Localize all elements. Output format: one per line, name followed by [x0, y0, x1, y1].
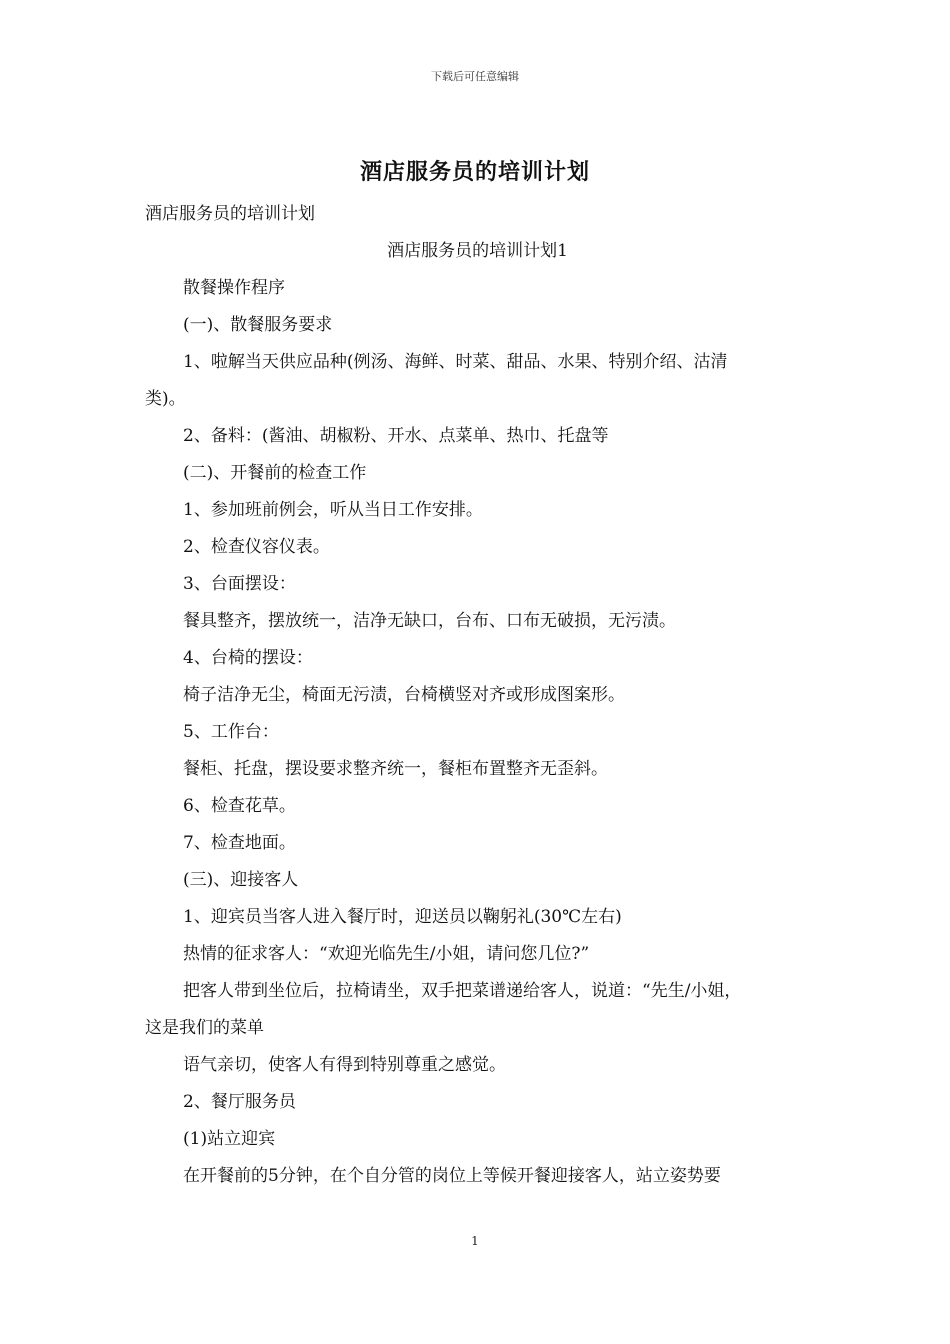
- paragraph: 椅子洁净无尘，椅面无污渍，台椅横竖对齐或形成图案形。: [183, 685, 625, 705]
- paragraph: (一)、散餐服务要求: [183, 315, 333, 335]
- section-heading: 酒店服务员的培训计划1: [387, 241, 568, 261]
- paragraph: 酒店服务员的培训计划: [145, 204, 315, 224]
- document-body: [145, 203, 810, 1202]
- paragraph: (二)、开餐前的检查工作: [183, 463, 367, 483]
- paragraph: 2、备料：(酱油、胡椒粉、开水、点菜单、热巾、托盘等: [183, 426, 609, 446]
- paragraph: 2、餐厅服务员: [183, 1092, 296, 1112]
- paragraph: 这是我们的菜单: [145, 1018, 264, 1038]
- paragraph: 热情的征求客人：“欢迎光临先生/小姐，请问您几位?”: [183, 944, 590, 964]
- paragraph: 3、台面摆设：: [183, 574, 296, 594]
- paragraph: 4、台椅的摆设：: [183, 648, 313, 668]
- paragraph: 把客人带到坐位后，拉椅请坐，双手把菜谱递给客人，说道：“先生/小姐，: [183, 981, 742, 1001]
- paragraph: 1、参加班前例会，听从当日工作安排。: [183, 500, 483, 520]
- paragraph: 7、检查地面。: [183, 833, 296, 853]
- paragraph: 语气亲切，使客人有得到特别尊重之感觉。: [183, 1055, 506, 1075]
- paragraph: 散餐操作程序: [183, 278, 285, 298]
- paragraph: 6、检查花草。: [183, 796, 296, 816]
- paragraph: 1、迎宾员当客人进入餐厅时，迎送员以鞠躬礼(30℃左右): [183, 907, 622, 927]
- page-number: 1: [471, 1234, 479, 1248]
- paragraph: (三)、迎接客人: [183, 870, 299, 890]
- paragraph: 1、啦解当天供应品种(例汤、海鲜、时菜、甜品、水果、特别介绍、沽清: [183, 352, 728, 372]
- document-title: 酒店服务员的培训计划: [359, 159, 590, 185]
- paragraph: (1)站立迎宾: [183, 1129, 276, 1149]
- paragraph: 餐柜、托盘，摆设要求整齐统一，餐柜布置整齐无歪斜。: [183, 759, 608, 779]
- paragraph: 类)。: [145, 389, 186, 409]
- page-header: 下载后可任意编辑: [431, 70, 519, 83]
- paragraph: 餐具整齐，摆放统一，洁净无缺口，台布、口布无破损，无污渍。: [183, 611, 676, 631]
- paragraph: 5、工作台：: [183, 722, 279, 742]
- paragraph: 2、检查仪容仪表。: [183, 537, 330, 557]
- paragraph: 在开餐前的5分钟，在个自分管的岗位上等候开餐迎接客人，站立姿势要: [183, 1166, 721, 1186]
